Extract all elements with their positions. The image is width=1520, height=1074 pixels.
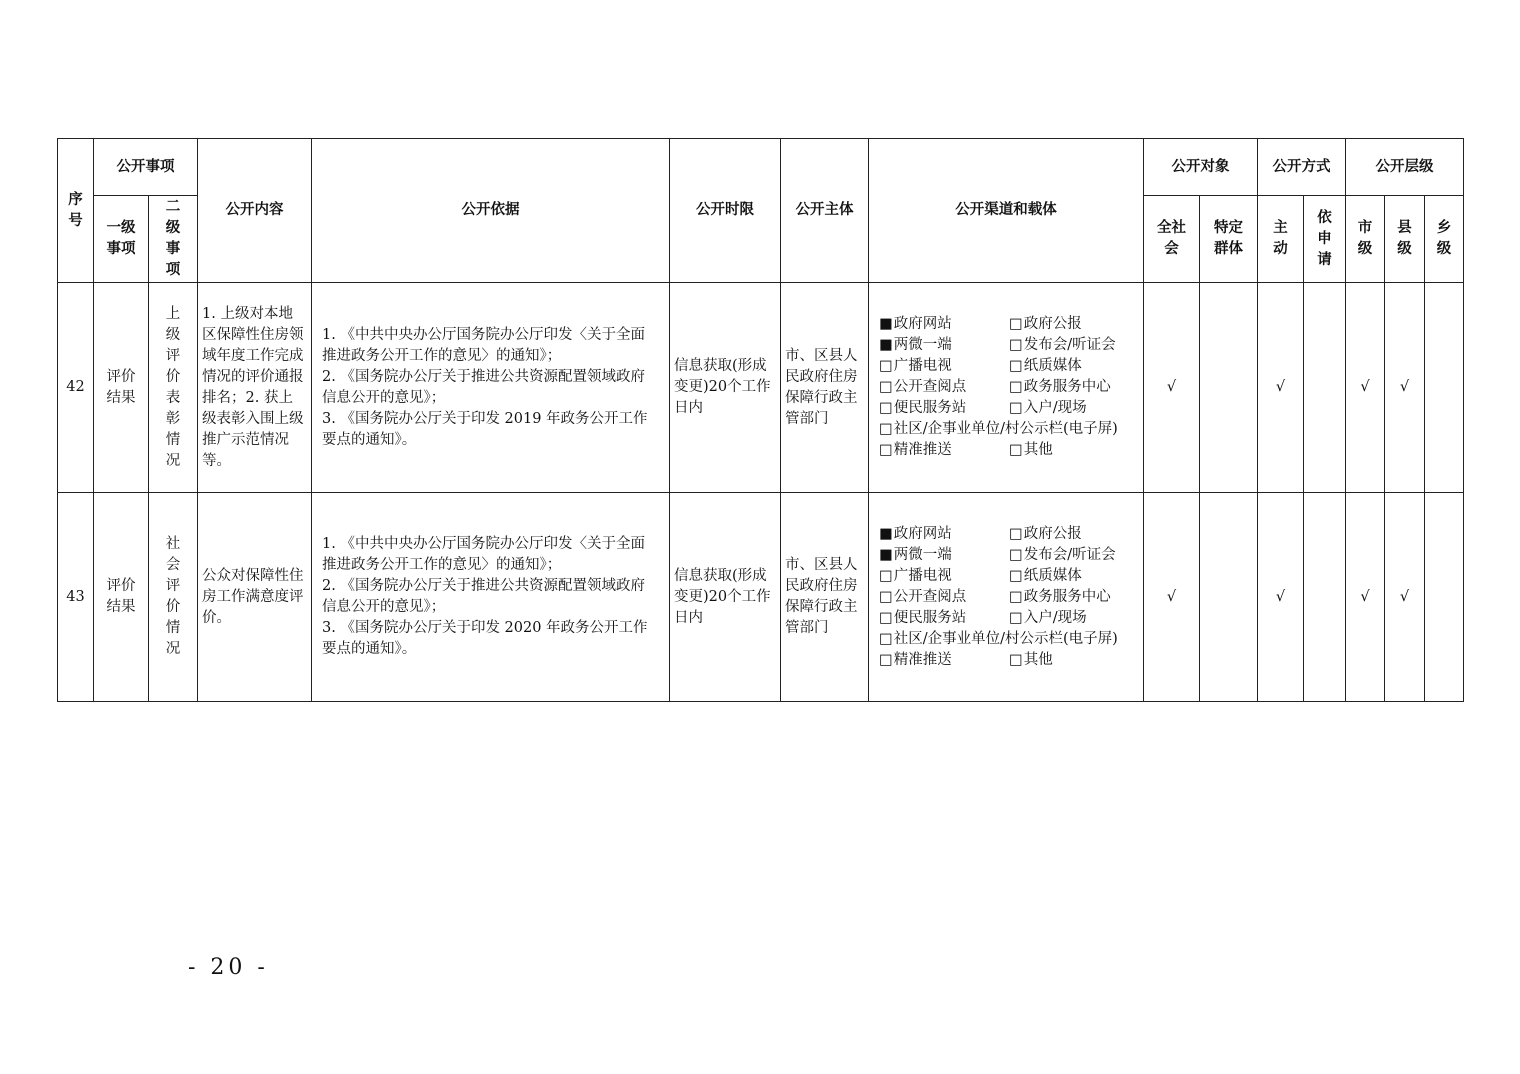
row-subject: 市、区县人民政府住房保障行政主管部门 bbox=[781, 283, 869, 493]
row-target-specific-check bbox=[1200, 493, 1258, 702]
header-method-request: 依申请 bbox=[1304, 196, 1346, 283]
channel-item: ■两微一端 bbox=[879, 337, 952, 353]
channel-item: □政府公报 bbox=[1009, 525, 1082, 542]
row-method-request-check bbox=[1304, 283, 1346, 493]
page-number: - 20 - bbox=[188, 955, 269, 980]
header-seq: 序号 bbox=[58, 139, 94, 283]
channel-item: □便民服务站 bbox=[879, 400, 967, 416]
header-target-all: 全社会 bbox=[1144, 196, 1200, 283]
channel-item: □发布会/听证会 bbox=[1009, 546, 1116, 563]
basis-item: 2. 《国务院办公厅关于推进公共资源配置领域政府信息公开的意见》； bbox=[322, 368, 645, 406]
header-method-active: 主动 bbox=[1258, 196, 1304, 283]
row-seq: 43 bbox=[58, 493, 94, 702]
channel-item: □便民服务站 bbox=[879, 609, 967, 626]
header-target-specific: 特定群体 bbox=[1200, 196, 1258, 283]
header-level2: 二级事项 bbox=[149, 196, 198, 283]
row-level-city-check: √ bbox=[1346, 283, 1385, 493]
channel-item: □入户/现场 bbox=[1009, 609, 1087, 626]
row-basis bbox=[312, 493, 670, 702]
header-level: 公开层级 bbox=[1346, 139, 1464, 196]
row-time-limit: 信息获取(形成变更)20个工作日内 bbox=[670, 283, 781, 493]
basis-item: 3. 《国务院办公厅关于印发 2020 年政务公开工作要点的通知》。 bbox=[322, 620, 648, 657]
channel-item: □发布会/听证会 bbox=[1009, 337, 1116, 353]
basis-item: 1. 《中共中央办公厅国务院办公厅印发〈关于全面推进政务公开工作的意见〉的通知》； bbox=[322, 326, 645, 364]
channel-item: □纸质媒体 bbox=[1009, 358, 1082, 374]
header-target: 公开对象 bbox=[1144, 139, 1258, 196]
channel-item: □广播电视 bbox=[879, 567, 952, 584]
channel-item: □公开查阅点 bbox=[879, 588, 967, 605]
header-row-1 bbox=[58, 139, 1464, 196]
header-level1: 一级事项 bbox=[94, 196, 149, 283]
basis-item: 2. 《国务院办公厅关于推进公共资源配置领域政府信息公开的意见》； bbox=[322, 578, 645, 615]
channel-item: □广播电视 bbox=[879, 358, 952, 374]
channel-item: □纸质媒体 bbox=[1009, 567, 1082, 584]
table-row bbox=[58, 283, 1464, 493]
channel-item: □政务服务中心 bbox=[1009, 379, 1111, 395]
header-level-town: 乡级 bbox=[1425, 196, 1464, 283]
row-target-specific-check bbox=[1200, 283, 1258, 493]
header-level-county: 县级 bbox=[1385, 196, 1425, 283]
header-basis: 公开依据 bbox=[312, 139, 670, 283]
row-level-town-check bbox=[1425, 493, 1464, 702]
basis-item: 3. 《国务院办公厅关于印发 2019 年政务公开工作要点的通知》。 bbox=[322, 410, 648, 448]
header-items: 公开事项 bbox=[94, 139, 198, 196]
row-level-county-check: √ bbox=[1385, 283, 1425, 493]
header-channels: 公开渠道和载体 bbox=[869, 139, 1144, 283]
row-subject: 市、区县人民政府住房保障行政主管部门 bbox=[781, 493, 869, 702]
header-subject: 公开主体 bbox=[781, 139, 869, 283]
row-content: 1. 上级对本地区保障性住房领域年度工作完成情况的评价通报排名；2. 获上级表彰入围上级推广示范情况等。 bbox=[198, 283, 312, 493]
channel-item: □其他 bbox=[1009, 651, 1053, 668]
row-level-town-check bbox=[1425, 283, 1464, 493]
row-channels bbox=[869, 493, 1144, 702]
row-time-limit: 信息获取(形成变更)20个工作日内 bbox=[670, 493, 781, 702]
channel-item: □精准推送 bbox=[879, 651, 952, 668]
row-level1: 评价结果 bbox=[94, 283, 149, 493]
channel-item: □政府公报 bbox=[1009, 316, 1082, 332]
channel-item: □其他 bbox=[1009, 442, 1053, 458]
row-channels bbox=[869, 283, 1144, 493]
channel-item: □公开查阅点 bbox=[879, 379, 967, 395]
row-basis bbox=[312, 283, 670, 493]
row-level-county-check: √ bbox=[1385, 493, 1425, 702]
channel-item: □政务服务中心 bbox=[1009, 588, 1111, 605]
table-row bbox=[58, 493, 1464, 702]
channel-item: ■政府网站 bbox=[879, 525, 952, 542]
row-target-all-check: √ bbox=[1144, 283, 1200, 493]
row-seq: 42 bbox=[58, 283, 94, 493]
row-level-city-check: √ bbox=[1346, 493, 1385, 702]
row-method-active-check: √ bbox=[1258, 283, 1304, 493]
header-level-city: 市级 bbox=[1346, 196, 1385, 283]
channel-item: □精准推送 bbox=[879, 442, 952, 458]
row-method-request-check bbox=[1304, 493, 1346, 702]
disclosure-table bbox=[57, 138, 1464, 702]
header-time-limit: 公开时限 bbox=[670, 139, 781, 283]
row-level1: 评价结果 bbox=[94, 493, 149, 702]
channel-item: ■两微一端 bbox=[879, 546, 952, 563]
header-content: 公开内容 bbox=[198, 139, 312, 283]
basis-item: 1. 《中共中央办公厅国务院办公厅印发〈关于全面推进政务公开工作的意见〉的通知》； bbox=[322, 536, 645, 573]
channel-item: □社区/企事业单位/村公示栏(电子屏) bbox=[879, 421, 1118, 437]
row-target-all-check: √ bbox=[1144, 493, 1200, 702]
channel-item: □社区/企事业单位/村公示栏(电子屏) bbox=[879, 630, 1118, 647]
header-method: 公开方式 bbox=[1258, 139, 1346, 196]
row-method-active-check: √ bbox=[1258, 493, 1304, 702]
row-content: 公众对保障性住房工作满意度评价。 bbox=[198, 493, 312, 702]
channel-item: □入户/现场 bbox=[1009, 400, 1087, 416]
row-level2: 社会评价情况 bbox=[149, 493, 198, 702]
channel-item: ■政府网站 bbox=[879, 316, 952, 332]
row-level2: 上级评价表彰情况 bbox=[149, 283, 198, 493]
